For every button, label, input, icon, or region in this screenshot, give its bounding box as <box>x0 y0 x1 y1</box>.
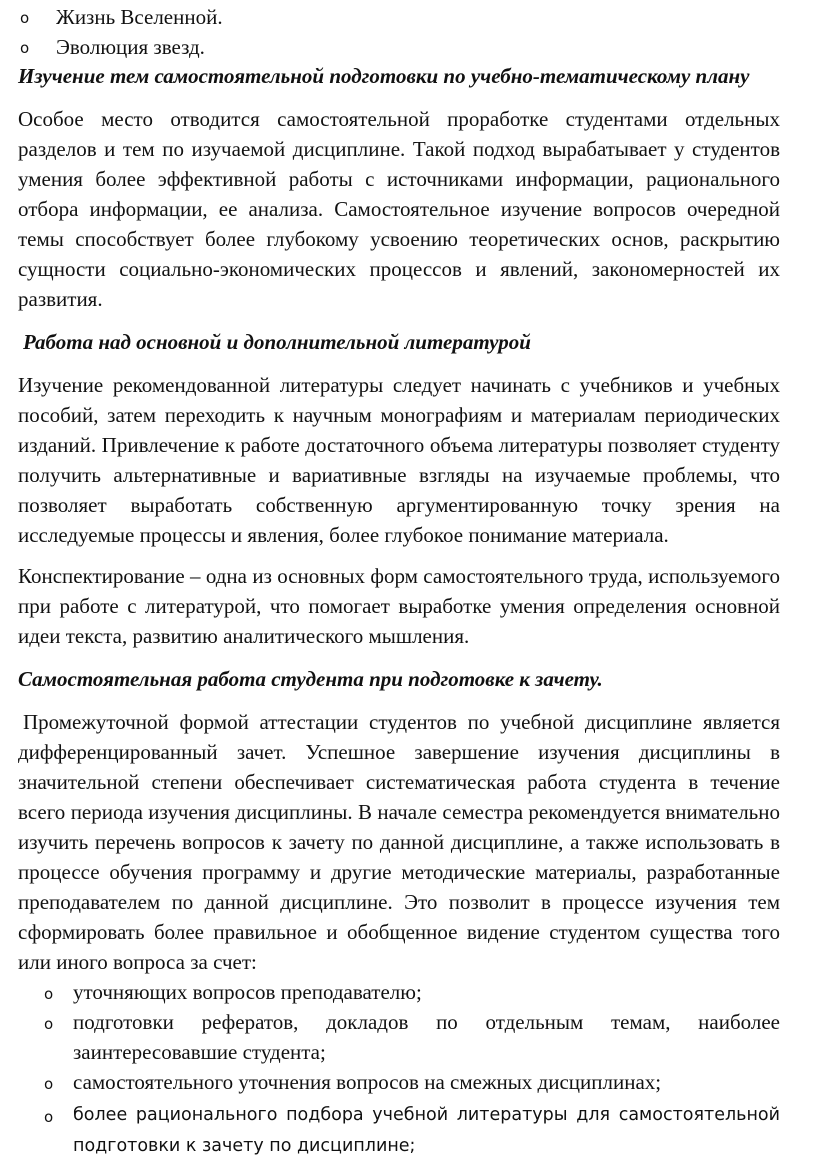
reasons-list <box>18 977 780 1162</box>
list-item <box>18 977 780 1007</box>
bullet-marker: o <box>44 1075 54 1093</box>
bullet-marker: o <box>44 1015 54 1033</box>
list-item <box>18 1007 780 1067</box>
list-item-text: подготовки рефератов, докладов по отдельным темам, наиболее заинтересовавшие студента; <box>73 1010 780 1064</box>
bullet-marker: o <box>44 985 54 1003</box>
list-item <box>18 1100 780 1162</box>
list-item-text: Эволюция звезд. <box>56 35 205 59</box>
list-item <box>18 1067 780 1097</box>
bullet-marker: o <box>20 39 30 57</box>
topic-list <box>18 2 780 61</box>
list-item-text: Жизнь Вселенной. <box>56 5 223 29</box>
section-heading: Изучение тем самостоятельной подготовки по учебно-тематическому плану <box>18 64 750 88</box>
section-heading: Самостоятельная работа студента при подготовке к зачету. <box>18 667 603 691</box>
paragraph: Изучение рекомендованной литературы следует начинать с учебников и учебных пособий, затем переходить к научным монографиям и материалам периодических изданий. Привлечение к работе достаточного объема литературы позволяет студенту получить альтернативные и вариативные взгляды на изучаемые проблемы, что позволяет выработать собственную аргументированную точку зрения на исследуемые процессы и явления, более глубокое понимание материала. <box>18 373 780 547</box>
paragraph: Промежуточной формой аттестации студентов по учебной дисциплине является дифференцированный зачет. Успешное завершение изучения дисциплины в значительной степени обеспечивает систематическая работа студента в течение всего периода изучения дисциплины. В начале семестра рекомендуется внимательно изучить перечень вопросов к зачету по данной дисциплине, а также использовать в процессе обучения программу и другие методические материалы, разработанные преподавателем по данной дисциплине. Это позволит в процессе изучения тем сформировать более правильное и обобщенное видение студентом существа того или иного вопроса за счет: <box>18 710 780 974</box>
bullet-marker: o <box>20 9 30 27</box>
list-item-text: самостоятельного уточнения вопросов на смежных дисциплинах; <box>73 1070 662 1094</box>
list-item <box>18 2 780 32</box>
list-item <box>18 32 780 61</box>
paragraph: Конспектирование – одна из основных форм самостоятельного труда, используемого при работе с литературой, что помогает выработке умения определения основной идеи текста, развитию аналитического мышления. <box>18 564 780 648</box>
bullet-marker: o <box>44 1108 54 1126</box>
document-page <box>18 0 780 1162</box>
paragraph: Особое место отводится самостоятельной проработке студентами отдельных разделов и тем по изучаемой дисциплине. Такой подход вырабатывает у студентов умения более эффективной работы с источниками информации, рационального отбора информации, ее анализа. Самостоятельное изучение вопросов очередной темы способствует более глубокому усвоению теоретических основ, раскрытию сущности социально-экономических процессов и явлений, закономерностей их развития. <box>18 107 780 311</box>
list-item-text: уточняющих вопросов преподавателю; <box>73 980 422 1004</box>
list-item-text: более рационального подбора учебной литературы для самостоятельной подготовки к зачету по дисциплине; <box>73 1105 780 1156</box>
section-heading: Работа над основной и дополнительной литературой <box>23 330 531 354</box>
